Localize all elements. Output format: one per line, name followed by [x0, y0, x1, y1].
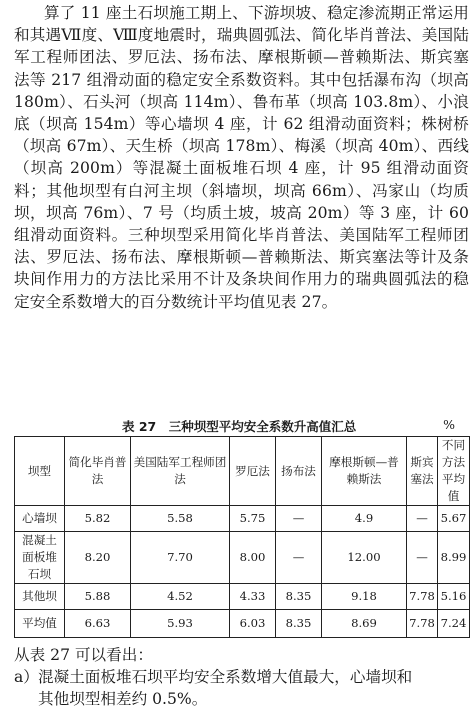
- table-cell: 5.67: [438, 506, 470, 532]
- table-cell: 5.75: [230, 506, 276, 532]
- table-cell: 6.63: [65, 610, 131, 638]
- table-cell: 8.00: [230, 532, 276, 584]
- table-cell: 6.03: [230, 610, 276, 638]
- table-row: [15, 610, 470, 638]
- table-cell: —: [407, 532, 438, 584]
- table-unit: %: [443, 417, 455, 432]
- table-cell: 8.69: [322, 610, 407, 638]
- table-cell: 混凝土面板堆石坝: [15, 532, 65, 584]
- list-item-line: 混凝土面板堆石坝平均安全系数增大值最大，心墙坝和: [38, 668, 413, 686]
- list-marker: a）: [14, 668, 39, 686]
- conclusion-intro: 从表 27 可以看出：: [14, 646, 153, 664]
- table-cell: 8.99: [438, 532, 470, 584]
- table-row: [15, 506, 470, 532]
- table-cell: 5.93: [131, 610, 230, 638]
- table-cell: 5.58: [131, 506, 230, 532]
- header-cell: 扬布法: [276, 437, 322, 506]
- table-cell: 8.35: [276, 610, 322, 638]
- table-cell: —: [407, 506, 438, 532]
- table-cell: 4.52: [131, 584, 230, 610]
- table-cell: 4.33: [230, 584, 276, 610]
- table-caption-row: [14, 417, 469, 437]
- summary-table: [14, 436, 470, 638]
- table-cell: 4.9: [322, 506, 407, 532]
- table-cell: 8.20: [65, 532, 131, 584]
- header-cell: 坝型: [15, 437, 65, 506]
- table-cell: 其他坝: [15, 584, 65, 610]
- header-cell: 摩根斯顿—普赖斯法: [322, 437, 407, 506]
- table-header-row: [15, 437, 470, 506]
- body-paragraph: 算了 11 座土石坝施工期上、下游坝坡、稳定渗流期正常运用和其遇Ⅶ度、Ⅷ度地震时，瑞典圆弧法、简化毕肖普法、美国陆军工程师团法、罗厄法、扬布法、摩根斯顿—普赖斯法、斯宾塞法等 217 组滑动面的稳定安全系数资料。其中包括瀑布沟（坝高 180m）、石头河（坝高 114m）、鲁布革（坝高 103.8m）、小浪底（坝高 154m）等心墙坝 4 座，计 62 组滑动面资料；株树桥（坝高 67m）、天生桥（坝高 178m）、梅溪（坝高 40m）、西线（坝高 200m）等混凝土面板堆石坝 4 座，计 95 组滑动面资料；其他坝型有白河主坝（斜墙坝，坝高 66m）、冯家山（均质坝，坝高 76m）、7 号（均质土坡，坡高 20m）等 3 座，计 60 组滑动面资料。三种坝型采用简化毕肖普法、美国陆军工程师团法、罗厄法、扬布法、摩根斯顿—普赖斯法、斯宾塞法等计及条块间作用力的方法比采用不计及条块间作用力的瑞典圆弧法的稳定安全系数增大的百分数统计平均值见表 27。: [14, 4, 469, 311]
- table-cell: 5.88: [65, 584, 131, 610]
- list-item-line: 其他坝型相差约 0.5%。: [38, 690, 208, 709]
- conclusion-item-a: [14, 666, 469, 710]
- table-cell: 9.18: [322, 584, 407, 610]
- table-cell: 7.78: [407, 584, 438, 610]
- header-cell: 美国陆军工程师团法: [131, 437, 230, 506]
- header-cell: 简化毕肖普法: [65, 437, 131, 506]
- table-row: [15, 532, 470, 584]
- header-cell: 斯宾塞法: [407, 437, 438, 506]
- table-cell: 5.16: [438, 584, 470, 610]
- table-cell: 心墙坝: [15, 506, 65, 532]
- table-cell: 7.70: [131, 532, 230, 584]
- table-cell: 5.82: [65, 506, 131, 532]
- table-cell: 7.78: [407, 610, 438, 638]
- table-row: [15, 584, 470, 610]
- table-cell: —: [276, 532, 322, 584]
- table-cell: —: [276, 506, 322, 532]
- table-cell: 8.35: [276, 584, 322, 610]
- table-caption: 表 27 三种坝型平均安全系数升高值汇总: [122, 419, 357, 434]
- header-cell: 罗厄法: [230, 437, 276, 506]
- table-cell: 7.24: [438, 610, 470, 638]
- header-cell: 不同方法平均值: [438, 437, 470, 506]
- table-cell: 12.00: [322, 532, 407, 584]
- table-cell: 平均值: [15, 610, 65, 638]
